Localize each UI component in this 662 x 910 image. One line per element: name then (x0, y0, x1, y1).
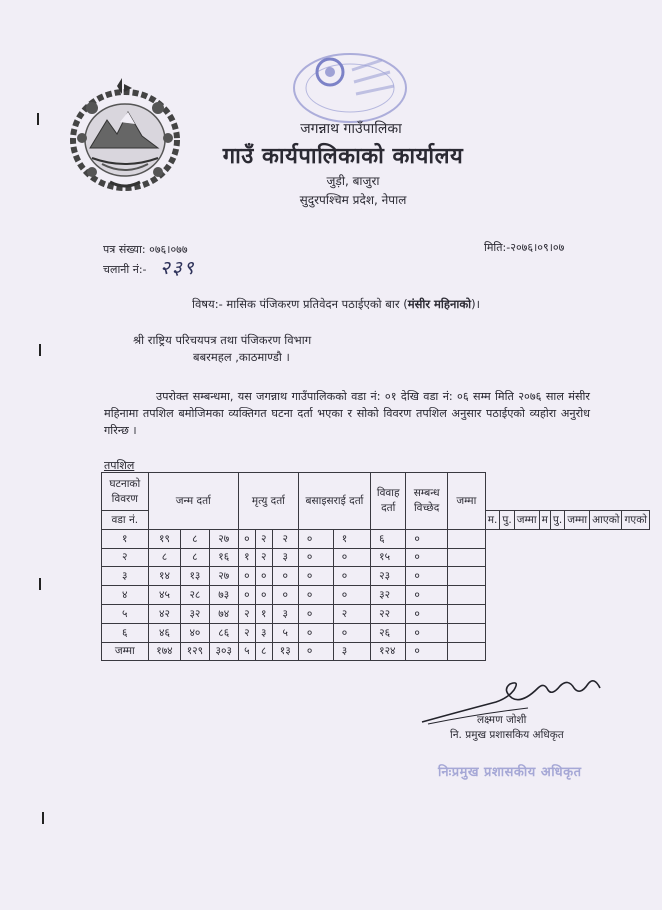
cell-total (447, 586, 485, 605)
cell-death-male: ३ (255, 623, 272, 642)
binding-mark (39, 578, 41, 590)
cell-birth-female: ४६ (148, 623, 181, 642)
cell-migration-in: ० (298, 604, 333, 623)
cell-birth-female: १९ (148, 529, 181, 548)
cell-divorce: ० (406, 567, 448, 586)
cell-marriage: ६ (371, 529, 406, 548)
cell-divorce: ० (406, 642, 448, 661)
cell-death-male: १ (255, 604, 272, 623)
header-event-details: घटनाको विवरण (102, 473, 149, 511)
binding-mark (42, 812, 44, 824)
cell-total (447, 548, 485, 567)
binding-mark (37, 113, 39, 125)
cell-death-sum: ० (272, 567, 298, 586)
cell-death-female: ० (238, 529, 255, 548)
cell-migration-out: १ (333, 529, 370, 548)
header-death-male: पु. (550, 511, 564, 530)
cell-birth-female: ८ (148, 548, 181, 567)
details-heading: तपशिल (104, 459, 135, 472)
designation-stamp: निःप्रमुख प्रशासकीय अधिकृत (438, 765, 582, 780)
header-divorce: सम्बन्ध विच्छेद (406, 473, 448, 530)
table-row (102, 623, 650, 642)
subject-month: मंसीर महिनाको (407, 297, 472, 311)
cell-total (447, 529, 485, 548)
cell-ward: २ (102, 548, 149, 567)
cell-migration-in: ० (298, 567, 333, 586)
signatory-title: नि. प्रमुख प्रशासकिय अधिकृत (450, 729, 564, 741)
cell-marriage: २६ (371, 623, 406, 642)
cell-death-male: ८ (255, 642, 272, 661)
header-migration-in: आएको (590, 511, 622, 530)
cell-death-male: २ (255, 548, 272, 567)
cell-migration-out: २ (333, 604, 370, 623)
cell-birth-sum: ८६ (209, 623, 238, 642)
table-body (102, 529, 650, 661)
cell-ward: ४ (102, 586, 149, 605)
cell-birth-male: ३२ (181, 604, 209, 623)
cell-migration-out: ० (333, 623, 370, 642)
letter-date: मिति:-२०७६।०९।०७ (484, 241, 565, 254)
cell-birth-sum: ७४ (209, 604, 238, 623)
cell-total (447, 604, 485, 623)
header-migration-registration: बसाइसराई दर्ता (298, 473, 370, 530)
cell-migration-out: ० (333, 567, 370, 586)
cell-marriage: १२४ (371, 642, 406, 661)
cell-birth-sum: ७३ (209, 586, 238, 605)
cell-death-sum: ५ (272, 623, 298, 642)
cell-death-female: ५ (238, 642, 255, 661)
header-total: जम्मा (447, 473, 485, 530)
cell-birth-female: १४ (148, 567, 181, 586)
cell-death-male: २ (255, 529, 272, 548)
cell-total (447, 623, 485, 642)
header-migration-out: गएको (622, 511, 650, 530)
header-birth-female: म. (485, 511, 500, 530)
dispatch-number-value: २३९ (160, 257, 196, 279)
cell-migration-in: ० (298, 548, 333, 567)
cell-ward: जम्मा (102, 642, 149, 661)
cell-death-sum: १३ (272, 642, 298, 661)
header-birth-registration: जन्म दर्ता (148, 473, 238, 530)
letter-reference-number: पत्र संख्या: ०७६।०७७ (103, 243, 188, 256)
letter-subject: विषय:- मासिक पंजिकरण प्रतिवेदन पठाईएको बार (मंसीर महिनाको)। (192, 297, 481, 311)
cell-death-sum: २ (272, 529, 298, 548)
signatory-name: लक्ष्मण जोशी (477, 714, 527, 726)
cell-total (447, 642, 485, 661)
cell-birth-male: २८ (181, 586, 209, 605)
cell-birth-sum: ३०३ (209, 642, 238, 661)
cell-migration-out: ३ (333, 642, 370, 661)
cell-birth-male: ८ (181, 548, 209, 567)
table-row (102, 604, 650, 623)
cell-death-sum: ० (272, 586, 298, 605)
cell-total (447, 567, 485, 586)
cell-marriage: १५ (371, 548, 406, 567)
cell-death-female: १ (238, 548, 255, 567)
cell-migration-out: ० (333, 586, 370, 605)
cell-death-male: ० (255, 586, 272, 605)
header-birth-sum: जम्मा (514, 511, 539, 530)
cell-birth-female: ४२ (148, 604, 181, 623)
cell-migration-out: ० (333, 548, 370, 567)
cell-migration-in: ० (298, 529, 333, 548)
cell-marriage: २२ (371, 604, 406, 623)
recipient-department: श्री राष्ट्रिय परिचयपत्र तथा पंजिकरण विभाग (133, 333, 312, 347)
cell-birth-male: ४० (181, 623, 209, 642)
cell-divorce: ० (406, 586, 448, 605)
office-title: गाउँ कार्यपालिकाको कार्यालय (222, 143, 464, 169)
header-birth-male: पु. (500, 511, 514, 530)
cell-ward: ३ (102, 567, 149, 586)
table-row (102, 586, 650, 605)
cell-death-female: २ (238, 604, 255, 623)
cell-ward: १ (102, 529, 149, 548)
cell-marriage: ३२ (371, 586, 406, 605)
letter-body: उपरोक्त सम्बन्धमा, यस जगन्नाथ गाउँपालिकको वडा नं: ०१ देखि वडा नं: ०६ सम्म मिति २०७६ साल मंसीर महिनामा तपशिल बमोजिमका व्यक्तिगत घटना दर्ता भएका र सोको विवरण तपशिल अनुसार पठाईएको व्यहोरा अनुरोध गरिन्छ । (104, 390, 590, 437)
header-death-female: म (539, 511, 550, 530)
binding-mark (39, 344, 41, 356)
cell-birth-female: ४५ (148, 586, 181, 605)
header-death-registration: मृत्यु दर्ता (238, 473, 298, 530)
cell-divorce: ० (406, 548, 448, 567)
cell-ward: ६ (102, 623, 149, 642)
cell-death-female: ० (238, 567, 255, 586)
cell-migration-in: ० (298, 623, 333, 642)
cell-death-sum: ३ (272, 548, 298, 567)
registration-table (101, 472, 650, 661)
province-name: सुदुरपश्चिम प्रदेश, नेपाल (299, 193, 407, 207)
table-row (102, 567, 650, 586)
cell-birth-sum: २७ (209, 529, 238, 548)
municipality-name: जगन्नाथ गाउँपालिका (300, 121, 402, 137)
office-address: जुड़ी, बाजुरा (326, 174, 380, 188)
cell-birth-sum: १६ (209, 548, 238, 567)
office-seal-icon (282, 48, 412, 130)
cell-migration-in: ० (298, 642, 333, 661)
header-ward-number: वडा नं. (102, 511, 149, 530)
cell-death-male: ० (255, 567, 272, 586)
dispatch-number-label: चलानी नं:- (103, 263, 147, 276)
cell-death-sum: ३ (272, 604, 298, 623)
cell-birth-male: ८ (181, 529, 209, 548)
cell-marriage: २३ (371, 567, 406, 586)
header-death-sum: जम्मा (565, 511, 590, 530)
table-total-row (102, 642, 650, 661)
header-marriage-registration: विवाह दर्ता (371, 473, 406, 530)
cell-death-female: २ (238, 623, 255, 642)
cell-birth-male: १२९ (181, 642, 209, 661)
cell-birth-male: १३ (181, 567, 209, 586)
cell-divorce: ० (406, 529, 448, 548)
cell-ward: ५ (102, 604, 149, 623)
table-row (102, 529, 650, 548)
table-row (102, 548, 650, 567)
cell-divorce: ० (406, 604, 448, 623)
cell-birth-sum: २७ (209, 567, 238, 586)
cell-death-female: ० (238, 586, 255, 605)
cell-migration-in: ० (298, 586, 333, 605)
recipient-address: बबरमहल ,काठमाण्डौ । (193, 350, 290, 364)
cell-divorce: ० (406, 623, 448, 642)
cell-birth-female: १७४ (148, 642, 181, 661)
